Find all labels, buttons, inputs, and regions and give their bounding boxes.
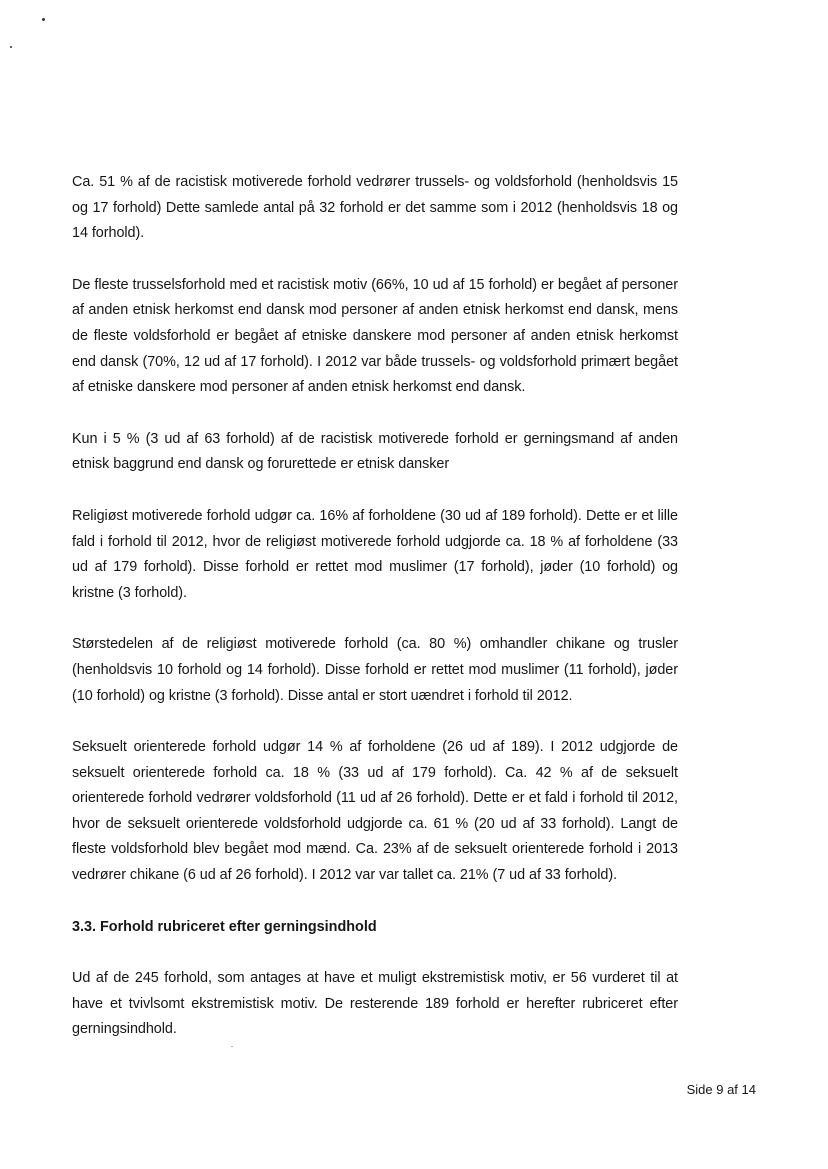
page-number: Side 9 af 14 <box>686 1082 756 1097</box>
scan-speck <box>42 18 45 21</box>
section-heading: 3.3. Forhold rubriceret efter gerningsindhold <box>72 918 377 935</box>
paragraph: Størstedelen af de religiøst motiverede forhold (ca. 80 %) omhandler chikane og trusler (henholdsvis 10 forhold og 14 forhold). Disse forhold er rettet mod muslimer (11 forhold), jøder (10 forhold) og kristne (3 forhold). Disse antal er stort uændret i forhold til 2012. <box>72 636 678 704</box>
paragraph: Seksuelt orienterede forhold udgør 14 % af forholdene (26 ud af 189). I 2012 udgjorde de seksuelt orienterede forhold ca. 18 % (33 ud af 179 forhold). Ca. 42 % af de seksuelt orienterede forhold vedrører voldsforhold (11 ud af 26 forhold). Dette er et fald i forhold til 2012, hvor de seksuelt orienterede voldsforhold udgjorde ca. 61 % (20 ud af 33 forhold). Langt de fleste voldsforhold blev begået mod mænd. Ca. 23% af de seksuelt orienterede forhold i 2013 vedrører chikane (6 ud af 26 forhold). I 2012 var var tallet ca. 21% (7 ud af 33 forhold). <box>72 739 678 884</box>
scan-speck <box>10 46 12 48</box>
paragraph: Ca. 51 % af de racistisk motiverede forhold vedrører trussels- og voldsforhold (henholdsvis 15 og 17 forhold) Dette samlede antal på 32 forhold er det samme som i 2012 (henholdsvis 18 og 14 forhold). <box>72 174 678 242</box>
section-paragraph: Ud af de 245 forhold, som antages at have et muligt ekstremistisk motiv, er 56 vurderet til at have et tvivlsomt ekstremistisk motiv. De resterende 189 forhold er herefter rubriceret efter gerningsindhold. <box>72 970 678 1038</box>
document-body <box>72 170 678 1043</box>
scan-speck <box>231 1046 233 1047</box>
paragraph: Kun i 5 % (3 ud af 63 forhold) af de racistisk motiverede forhold er gerningsmand af anden etnisk baggrund end dansk og forurettede er etnisk dansker <box>72 430 678 473</box>
paragraph: De fleste trusselsforhold med et racistisk motiv (66%, 10 ud af 15 forhold) er begået af personer af anden etnisk herkomst end dansk mod personer af anden etnisk herkomst end dansk, mens de fleste voldsforhold er begået af etniske danskere mod personer af anden etnisk herkomst end dansk (70%, 12 ud af 17 forhold). I 2012 var både trussels- og voldsforhold primært begået af etniske danskere mod personer af anden etnisk herkomst end dansk. <box>72 276 678 396</box>
paragraph: Religiøst motiverede forhold udgør ca. 16% af forholdene (30 ud af 189 forhold). Dette er et lille fald i forhold til 2012, hvor de religiøst motiverede forhold udgjorde ca. 18 % af forholdene (33 ud af 179 forhold). Disse forhold er rettet mod muslimer (17 forhold), jøder (10 forhold) og kristne (3 forhold). <box>72 507 678 601</box>
